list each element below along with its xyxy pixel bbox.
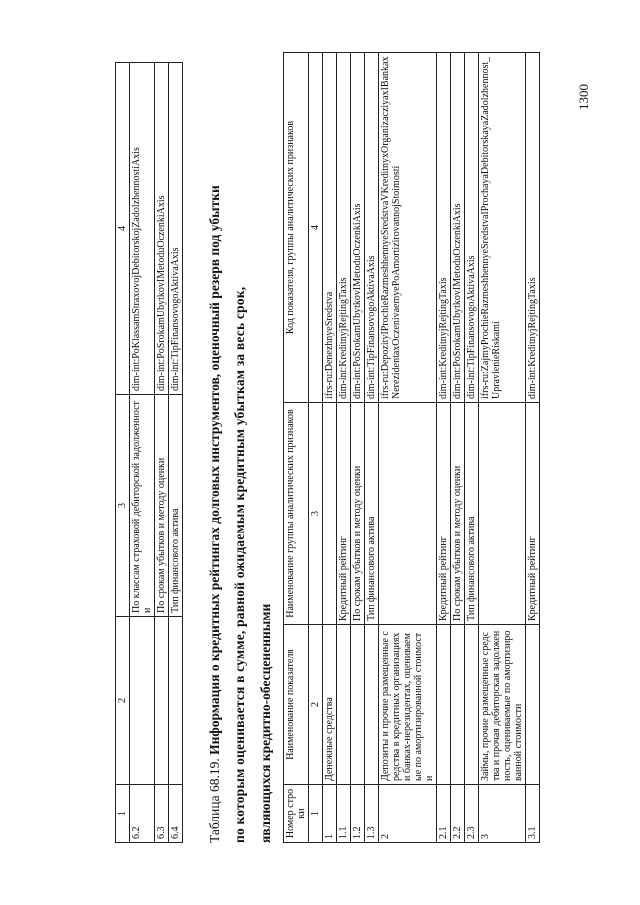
column-number-cell: 4 xyxy=(116,63,130,395)
column-number-cell: 2 xyxy=(116,617,130,785)
table-cell xyxy=(465,625,479,785)
table-cell: 1 xyxy=(323,785,337,843)
table-cell: 6.2 xyxy=(130,785,155,843)
main-table xyxy=(283,52,540,843)
column-number-row xyxy=(116,63,130,843)
table-row xyxy=(465,53,479,843)
table-cell: 6.4 xyxy=(169,785,183,843)
table-cell: 3 xyxy=(479,785,526,843)
table-cell: dim-int:PoSrokamUbytkovIMetoduOczenkiAxis xyxy=(155,63,169,395)
table-cell: dim-int:KreditnyjRejtingTaxis xyxy=(437,53,451,403)
table-cell xyxy=(323,403,337,625)
table-cell: По срокам убытков и методу оценки xyxy=(351,403,365,625)
table-cell: 1.1 xyxy=(337,785,351,843)
table-row xyxy=(130,63,155,843)
table-cell: Кредитный рейтинг xyxy=(526,403,540,625)
table-cell: ifrs-ru:DepozityIProchieRazmeshhennyeSredstvaVKreditnyxOrganizacziyaxIBankaxNerezidentaxOczenivaemyePoAmortizirovannojStoimosti xyxy=(379,53,437,403)
table-label: Таблица 68.19. xyxy=(207,758,222,843)
table-cell: dim-int:PoSrokamUbytkovIMetoduOczenkiAxis xyxy=(351,53,365,403)
column-number-cell: 4 xyxy=(309,53,323,403)
column-header: Наименование группы аналитических признаков xyxy=(284,403,309,625)
table-row xyxy=(351,53,365,843)
table-cell xyxy=(337,625,351,785)
table-cell: Тип финансового актива xyxy=(169,395,183,617)
table-cell: dim-int:KreditnyjRejtingTaxis xyxy=(337,53,351,403)
table-cell: 3.1 xyxy=(526,785,540,843)
table-cell xyxy=(526,625,540,785)
column-number-cell: 3 xyxy=(116,395,130,617)
table-row xyxy=(379,53,437,843)
table-title-part1: Информация о кредитных рейтингах долговых инструментов, оценочный резерв под убытки xyxy=(207,185,222,755)
column-number-cell: 1 xyxy=(116,785,130,843)
column-header: Номер строки xyxy=(284,785,309,843)
table-cell: ifrs-ru:DenezhnyeSredstva xyxy=(323,53,337,403)
table-cell: Тип финансового актива xyxy=(365,403,379,625)
table-row xyxy=(526,53,540,843)
table-cell xyxy=(365,625,379,785)
table-cell xyxy=(351,625,365,785)
table-cell: Займы, прочие размещенные средства и прочая дебиторская задолженность, оцениваемые по амортизированной стоимости xyxy=(479,625,526,785)
table-cell: dim-int:TipFinansovogoAktivaAxis xyxy=(365,53,379,403)
table-cell: Денежные средства xyxy=(323,625,337,785)
table-cell: Депозиты и прочие размещенные средства в кредитных организациях и банках-нерезидентах, оцениваемые по амортизированной стоимости xyxy=(379,625,437,785)
table-cell: По срокам убытков и методу оценки xyxy=(155,395,169,617)
column-header: Код показателя, группы аналитических признаков xyxy=(284,53,309,403)
table-cell xyxy=(130,617,155,785)
table-row xyxy=(479,53,526,843)
table-row xyxy=(337,53,351,843)
table-cell: dim-int:TipFinansovogoAktivaAxis xyxy=(465,53,479,403)
table-row xyxy=(437,53,451,843)
table-cell xyxy=(379,403,437,625)
table-caption-line1 xyxy=(207,58,223,843)
table-cell: 2.2 xyxy=(451,785,465,843)
table-cell xyxy=(437,625,451,785)
table-row xyxy=(169,63,183,843)
table-cell: 2.3 xyxy=(465,785,479,843)
table-cell: Кредитный рейтинг xyxy=(337,403,351,625)
table-title-part2: по которым оценивается в сумме, равной ожидаемым кредитным убыткам за весь срок, xyxy=(232,286,247,843)
table-row xyxy=(451,53,465,843)
table-cell xyxy=(451,625,465,785)
column-number-cell: 3 xyxy=(309,403,323,625)
continuation-table xyxy=(115,62,183,843)
page-number: 1300 xyxy=(576,84,591,110)
header-row xyxy=(284,53,309,843)
table-cell: Кредитный рейтинг xyxy=(437,403,451,625)
table-title-part3: являющихся кредитно-обесцененными xyxy=(258,603,273,843)
table-cell: 6.3 xyxy=(155,785,169,843)
table-cell: 1.2 xyxy=(351,785,365,843)
table-cell: ifrs-ru:ZajmyProchieRazmeshhennyeSredstvaIProchayaDebitorskayaZadolzhennost_UpravlenieRiskami xyxy=(479,53,526,403)
table-cell: 2 xyxy=(379,785,437,843)
table-cell xyxy=(479,403,526,625)
table-cell: dim-int:PoSrokamUbytkovIMetoduOczenkiAxis xyxy=(451,53,465,403)
table-cell: По срокам убытков и методу оценки xyxy=(451,403,465,625)
column-number-cell: 1 xyxy=(309,785,323,843)
column-number-row xyxy=(309,53,323,843)
column-header: Наименование показателя xyxy=(284,625,309,785)
table-row xyxy=(155,63,169,843)
table-row xyxy=(365,53,379,843)
table-cell: dim-int:KreditnyjRejtingTaxis xyxy=(526,53,540,403)
table-cell: По классам страховой дебиторской задолженности xyxy=(130,395,155,617)
column-number-cell: 2 xyxy=(309,625,323,785)
table-cell: 2.1 xyxy=(437,785,451,843)
table-row xyxy=(323,53,337,843)
table-cell: 1.3 xyxy=(365,785,379,843)
table-cell: dim-int:PoKlassamStraxovojDebitorskojZadolzhennostiAxis xyxy=(130,63,155,395)
table-cell xyxy=(155,617,169,785)
table-cell: dim-int:TipFinansovogoAktivaAxis xyxy=(169,63,183,395)
table-cell: Тип финансового актива xyxy=(465,403,479,625)
table-cell xyxy=(169,617,183,785)
